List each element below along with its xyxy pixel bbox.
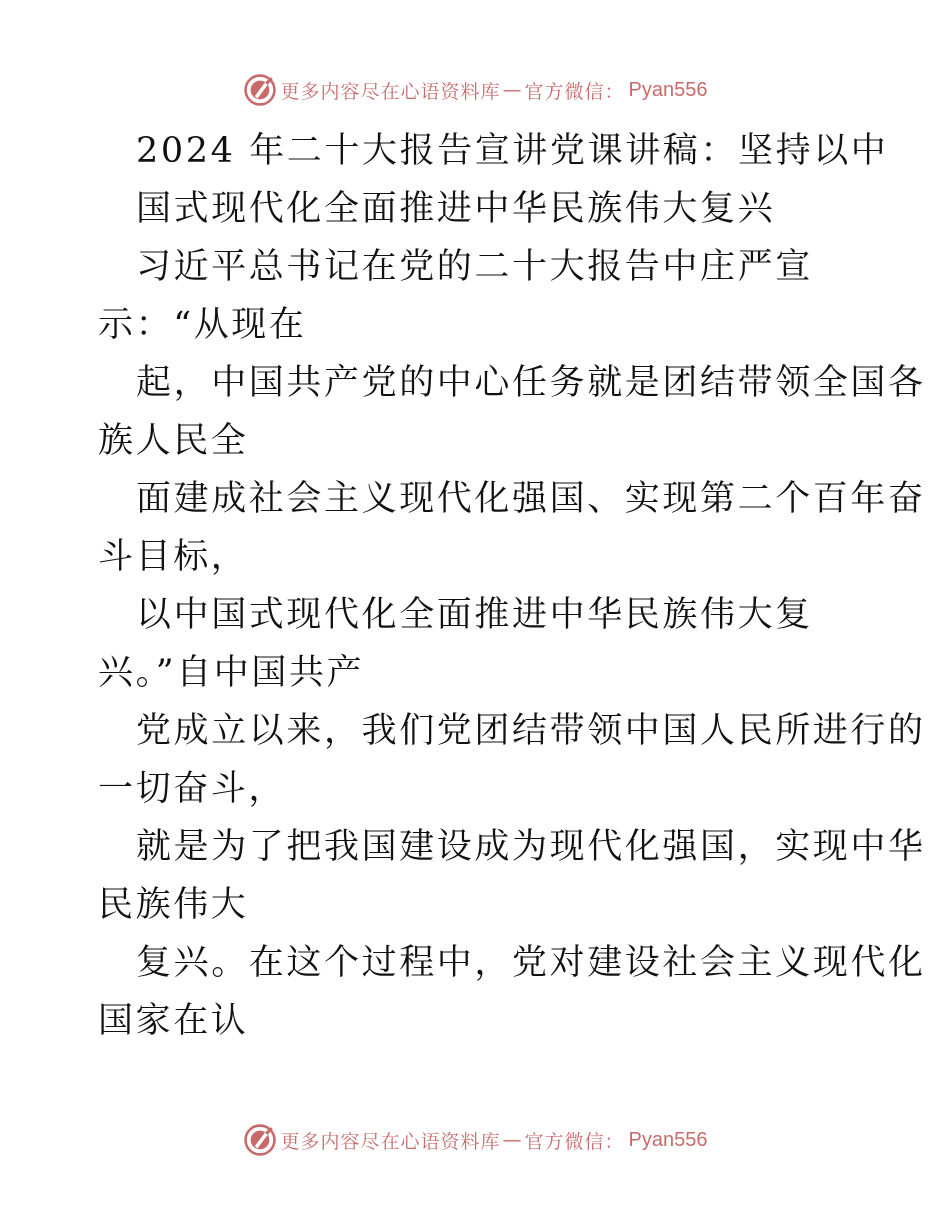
doc-line-2: 国式现代化全面推进中华民族伟大复兴 (136, 189, 776, 229)
doc-line-7: 面建成社会主义现代化强国、实现第二个百年奋 (136, 479, 926, 519)
pen-nib-logo-icon (243, 73, 277, 107)
header-wechat-label: 官方微信： (524, 80, 625, 103)
header-site-text: 更多内容尽在心语资料库 (280, 80, 501, 103)
footer-wechat-account: Pyan556 (628, 1128, 708, 1151)
footer-banner (0, 1120, 950, 1160)
doc-line-11: 党成立以来，我们党团结带领中国人民所进行的 (136, 711, 926, 751)
doc-line-14: 民族伟大 (98, 885, 249, 925)
footer-dash: — (502, 1129, 523, 1151)
header-banner (0, 70, 950, 110)
doc-line-16: 国家在认 (98, 1001, 249, 1041)
header-dash: — (502, 79, 523, 101)
doc-line-15: 复兴。在这个过程中，党对建设社会主义现代化 (136, 943, 926, 983)
doc-line-1: 2024 年二十大报告宣讲党课讲稿：坚持以中 (136, 131, 889, 171)
doc-line-4: 示：“从现在 (98, 305, 307, 345)
doc-line-13: 就是为了把我国建设成为现代化强国，实现中华 (136, 827, 926, 867)
document-body (98, 122, 926, 1050)
doc-line-8: 斗目标， (98, 537, 249, 577)
doc-line-10: 兴。”自中国共产 (98, 653, 365, 693)
footer-wechat-label: 官方微信： (524, 1130, 625, 1153)
doc-line-9: 以中国式现代化全面推进中华民族伟大复 (136, 595, 813, 635)
doc-line-12: 一切奋斗， (98, 769, 287, 809)
pen-nib-logo-icon (243, 1123, 277, 1157)
doc-line-3: 习近平总书记在党的二十大报告中庄严宣 (136, 247, 813, 287)
doc-line-5: 起，中国共产党的中心任务就是团结带领全国各 (136, 363, 926, 403)
header-wechat-account: Pyan556 (628, 78, 708, 101)
footer-site-text: 更多内容尽在心语资料库 (280, 1130, 501, 1153)
doc-line-6: 族人民全 (98, 421, 249, 461)
